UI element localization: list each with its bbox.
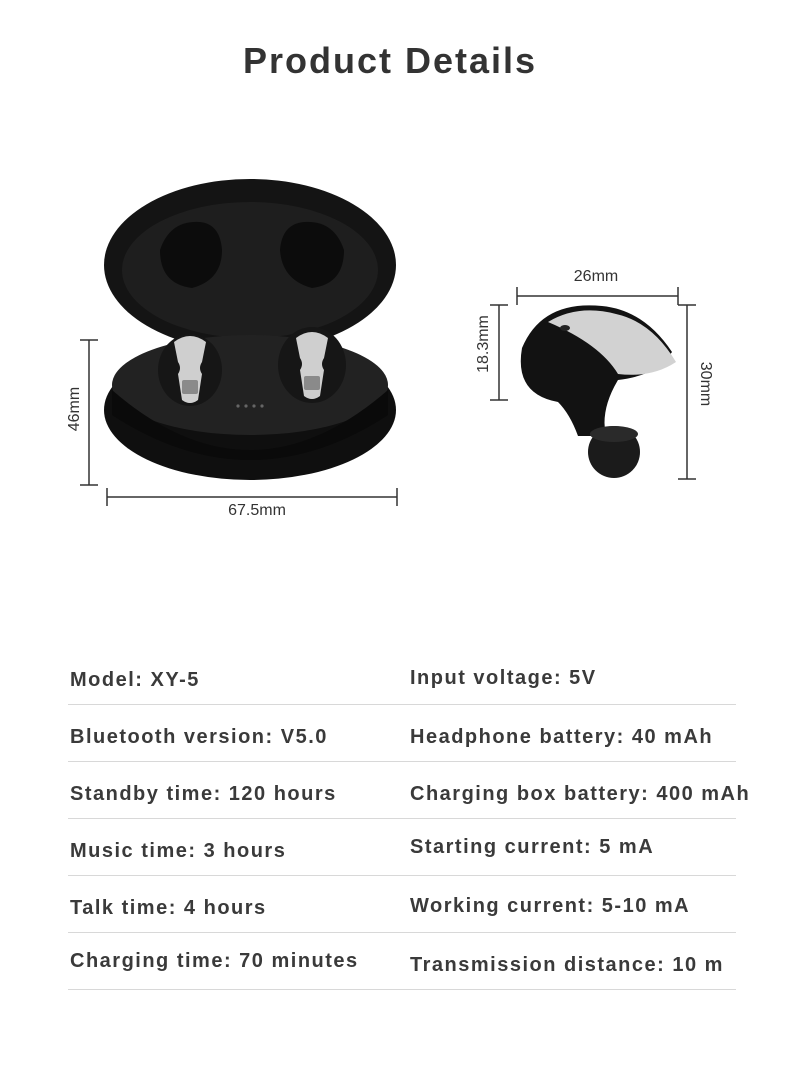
case-width-label: 67.5mm — [228, 502, 286, 519]
spec-headphone-battery: Headphone battery: 40 mAh — [410, 726, 714, 748]
spec-music-time: Music time: 3 hours — [70, 840, 287, 862]
spec-row — [68, 652, 736, 705]
spec-input-voltage: Input voltage: 5V — [410, 667, 597, 689]
spec-standby-time: Standby time: 120 hours — [70, 783, 337, 805]
spec-row — [68, 705, 736, 762]
spec-charging-box-battery: Charging box battery: 400 mAh — [410, 783, 751, 805]
earbud-dimension-lines — [480, 285, 720, 485]
spec-talk-time: Talk time: 4 hours — [70, 897, 267, 919]
spec-row — [68, 933, 736, 990]
specs-table — [68, 652, 751, 990]
spec-charging-time: Charging time: 70 minutes — [70, 950, 359, 972]
spec-row — [68, 762, 751, 819]
case-height-label: 46mm — [66, 386, 83, 432]
spec-row — [68, 876, 736, 933]
spec-model: Model: XY-5 — [70, 669, 200, 691]
spec-transmission-distance: Transmission distance: 10 m — [410, 954, 724, 976]
spec-bluetooth-version: Bluetooth version: V5.0 — [70, 726, 328, 748]
page-title: Product Details — [242, 40, 538, 81]
earbud-height-label: 30mm — [697, 361, 714, 407]
spec-starting-current: Starting current: 5 mA — [410, 836, 655, 858]
spec-working-current: Working current: 5-10 mA — [410, 895, 691, 917]
case-dimension-lines — [70, 330, 470, 530]
earbud-width-label: 26mm — [573, 268, 619, 285]
earbud-top-height-label: 18.3mm — [475, 315, 492, 373]
spec-row — [68, 819, 736, 876]
